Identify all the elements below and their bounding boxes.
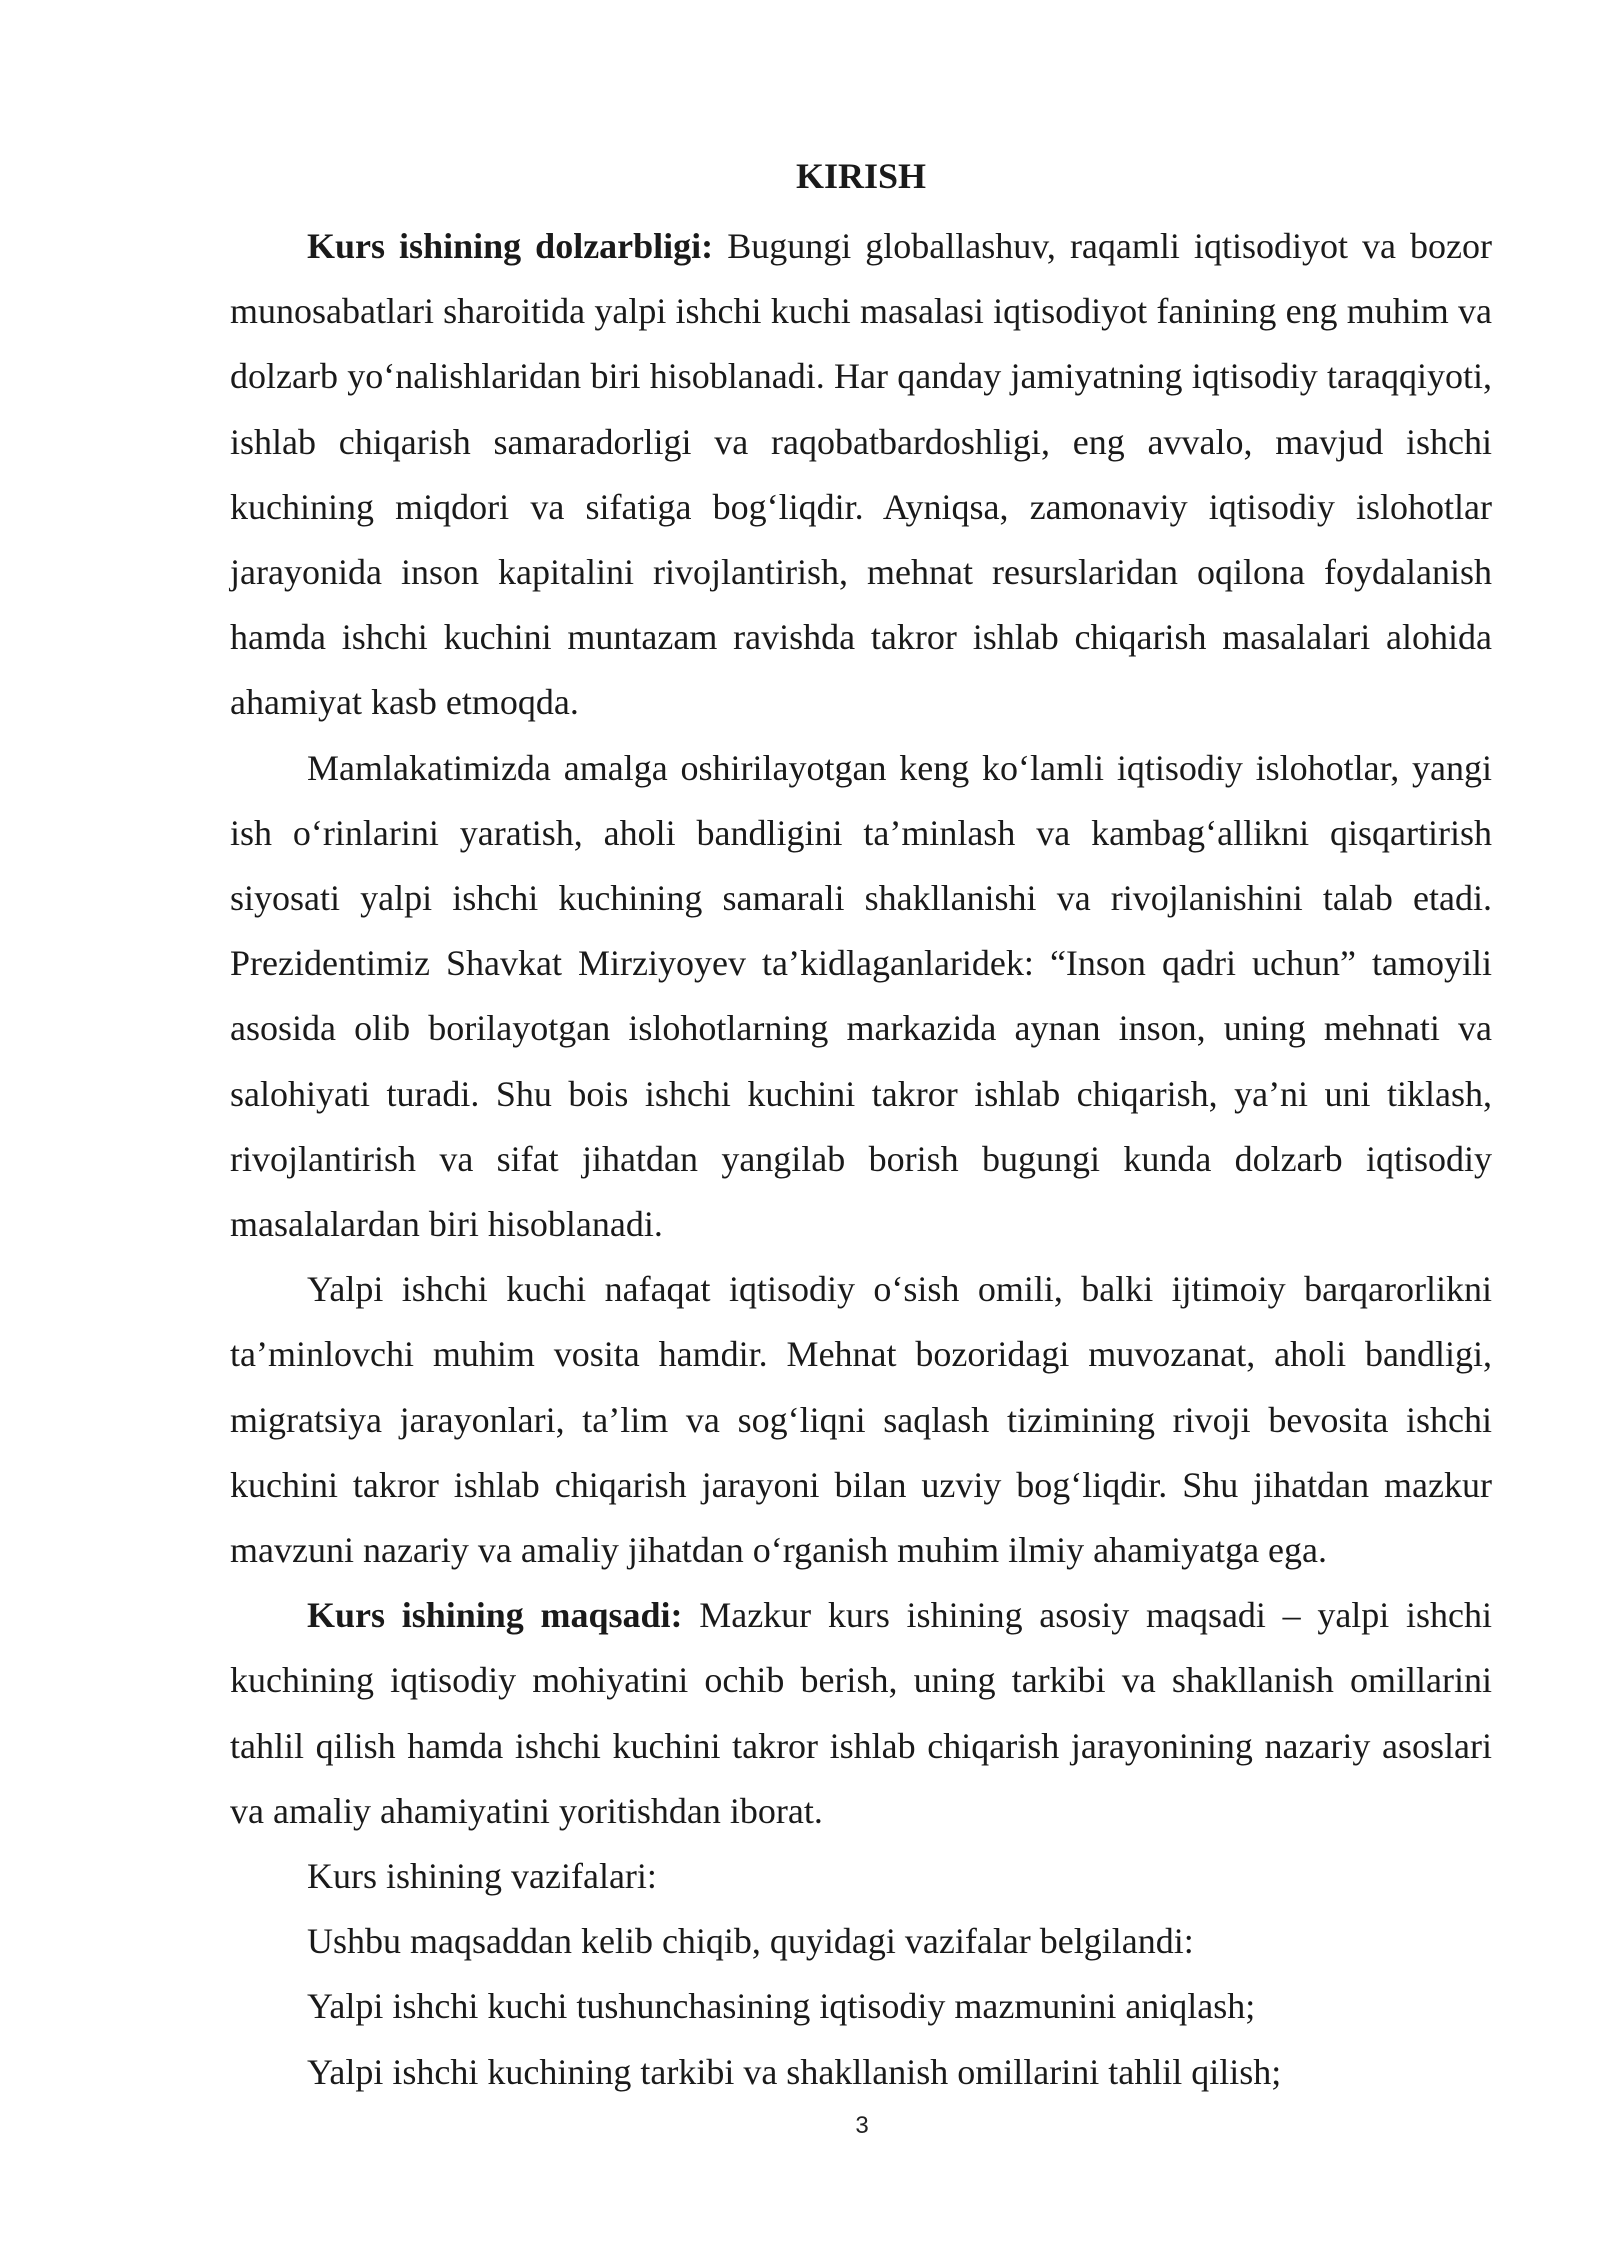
paragraph-text: Mazkur kurs ishining asosiy maqsadi – yalpi ishchi kuchining iqtisodiy mohiyatini ochib berish, uning tarkibi va shakllanish omillarini tahlil qilish hamda ishchi kuchini takror ishlab chiqarish jarayonining nazariy asoslari va amaliy ahamiyatini yoritishdan iborat. (230, 1595, 1492, 1831)
tasks-heading-line: Kurs ishining vazifalari: (307, 1856, 657, 1897)
section-heading: KIRISH (795, 156, 927, 196)
task-item: Yalpi ishchi kuchi tushunchasining iqtisodiy mazmunini aniqlash; (307, 1986, 1256, 2027)
task-item: Yalpi ishchi kuchining tarkibi va shakllanish omillarini tahlil qilish; (307, 2051, 1282, 2092)
tasks-intro-line: Ushbu maqsaddan kelib chiqib, quyidagi vazifalar belgilandi: (307, 1921, 1194, 1962)
paragraph-reforms (230, 736, 1492, 1258)
paragraph-lead: Kurs ishining maqsadi: (307, 1595, 683, 1636)
paragraph-lead: Kurs ishining dolzarbligi: (307, 226, 714, 266)
page-number: 3 (855, 2112, 869, 2139)
paragraph-goal (230, 1583, 1492, 1844)
document-page (230, 148, 1492, 2105)
paragraph-text: Mamlakatimizda amalga oshirilayotgan keng ko‘lamli iqtisodiy islohotlar, yangi ish o‘rinlarini yaratish, aholi bandligini ta’minlash va kambag‘allikni qisqartirish siyosati yalpi ishchi kuchining samarali shakllanishi va rivojlanishini talab etadi. Prezidentimiz Shavkat Mirziyoyev ta’kidlaganlaridek: “Inson qadri uchun” tamoyili asosida olib borilayotgan islohotlarning markazida aynan inson, uning mehnati va salohiyati turadi. Shu bois ishchi kuchini takror ishlab chiqarish, ya’ni uni tiklash, rivojlantirish va sifat jihatdan yangilab borish bugungi kunda dolzarb iqtisodiy masalalardan biri hisoblanadi. (230, 747, 1492, 1245)
paragraph-text: Bugungi globallashuv, raqamli iqtisodiyot va bozor munosabatlari sharoitida yalpi ishchi kuchi masalasi iqtisodiyot fanining eng muhim va dolzarb yo‘nalishlaridan biri hisoblanadi. Har qanday jamiyatning iqtisodiy taraqqiyoti, ishlab chiqarish samaradorligi va raqobatbardoshligi, eng avvalo, mavjud ishchi kuchining miqdori va sifatiga bog‘liqdir. Ayniqsa, zamonaviy iqtisodiy islohotlar jarayonida inson kapitalini rivojlantirish, mehnat resurslaridan oqilona foydalanish hamda ishchi kuchini muntazam ravishda takror ishlab chiqarish masalalari alohida ahamiyat kasb etmoqda. (230, 226, 1492, 723)
paragraph-labor-force (230, 1257, 1492, 1583)
paragraph-relevance (230, 214, 1492, 736)
paragraph-text: Yalpi ishchi kuchi nafaqat iqtisodiy o‘sish omili, balki ijtimoiy barqarorlikni ta’minlovchi muhim vosita hamdir. Mehnat bozoridagi muvozanat, aholi bandligi, migratsiya jarayonlari, ta’lim va sog‘liqni saqlash tizimining rivoji bevosita ishchi kuchini takror ishlab chiqarish jarayoni bilan uzviy bog‘liqdir. Shu jihatdan mazkur mavzuni nazariy va amaliy jihatdan o‘rganish muhim ilmiy ahamiyatga ega. (230, 1269, 1492, 1571)
